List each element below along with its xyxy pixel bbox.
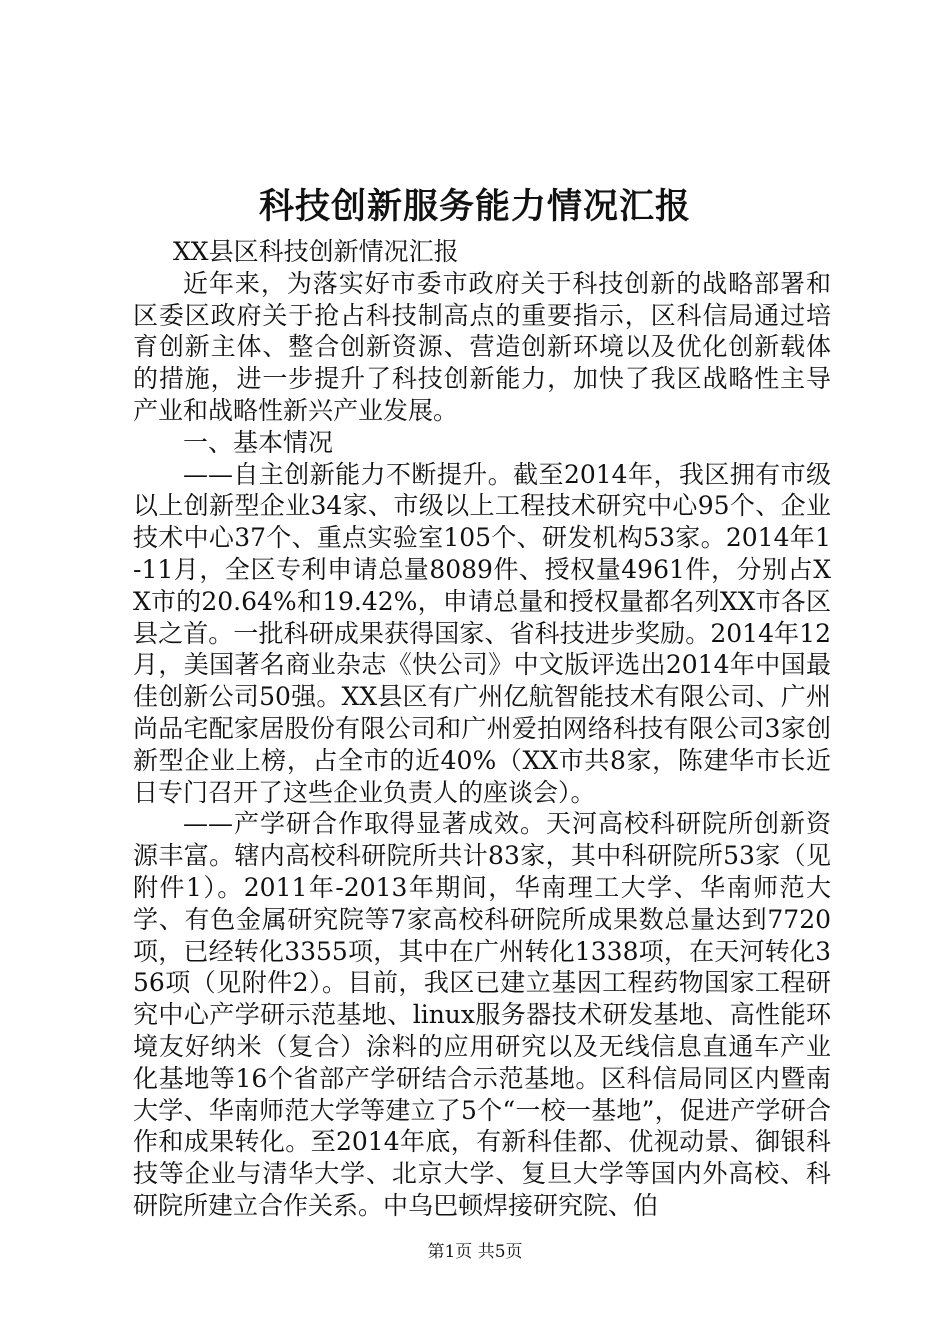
body-paragraph: ——产学研合作取得显著成效。天河高校科研院所创新资源丰富。辖内高校科研院所共计83家，其中科研院所53家（见附件1）。2011年-2013年期间，华南理工大学、华南师范大学、有色金属研究院等7家高校科研院所成果数总量达到7720项，已经转化3355项，其中在广州转化1338项，在天河转化356项（见附件2）。目前，我区已建立基因工程药物国家工程研究中心产学研示范基地、linux服务器技术研发基地、高性能环境友好纳米（复合）涂料的应用研究以及无线信息直通车产业化基地等16个省部产学研结合示范基地。区科信局同区内暨南大学、华南师范大学等建立了5个“一校一基地”，促进产学研合作和成果转化。至2014年底，有新科佳都、优视动景、御银科技等企业与清华大学、北京大学、复旦大学等国内外高校、科研院所建立合作关系。中乌巴顿焊接研究院、伯: [133, 809, 831, 1220]
document-title: 科技创新服务能力情况汇报: [258, 186, 691, 227]
body-paragraph: ——自主创新能力不断提升。截至2014年，我区拥有市级以上创新型企业34家、市级以上工程技术研究中心95个、企业技术中心37个、重点实验室105个、研发机构53家。2014年1-11月，全区专利申请总量8089件、授权量4961件，分别占XX市的20.64%和19.42%，申请总量和授权量都名列XX市各区县之首。一批科研成果获得国家、省科技进步奖励。2014年12月，美国著名商业杂志《快公司》中文版评选出2014年中国最佳创新公司50强。XX县区有广州亿航智能技术有限公司、广州尚品宅配家居股份有限公司和广州爱拍网络科技有限公司3家创新型企业上榜，占全市的近40%（XX市共8家，陈建华市长近日专门召开了这些企业负责人的座谈会）。: [133, 459, 831, 807]
document-body: [133, 236, 831, 1222]
intro-paragraph: 近年来，为落实好市委市政府关于科技创新的战略部署和区委区政府关于抢占科技制高点的重要指示，区科信局通过培育创新主体、整合创新资源、营造创新环境以及优化创新载体的措施，进一步提升了科技创新能力，加快了我区战略性主导产业和战略性新兴产业发展。: [133, 268, 831, 425]
subtitle-paragraph: XX县区科技创新情况汇报: [173, 237, 459, 266]
page-number-footer: 第1页 共5页: [427, 1242, 523, 1262]
section-heading: 一、基本情况: [183, 427, 334, 457]
